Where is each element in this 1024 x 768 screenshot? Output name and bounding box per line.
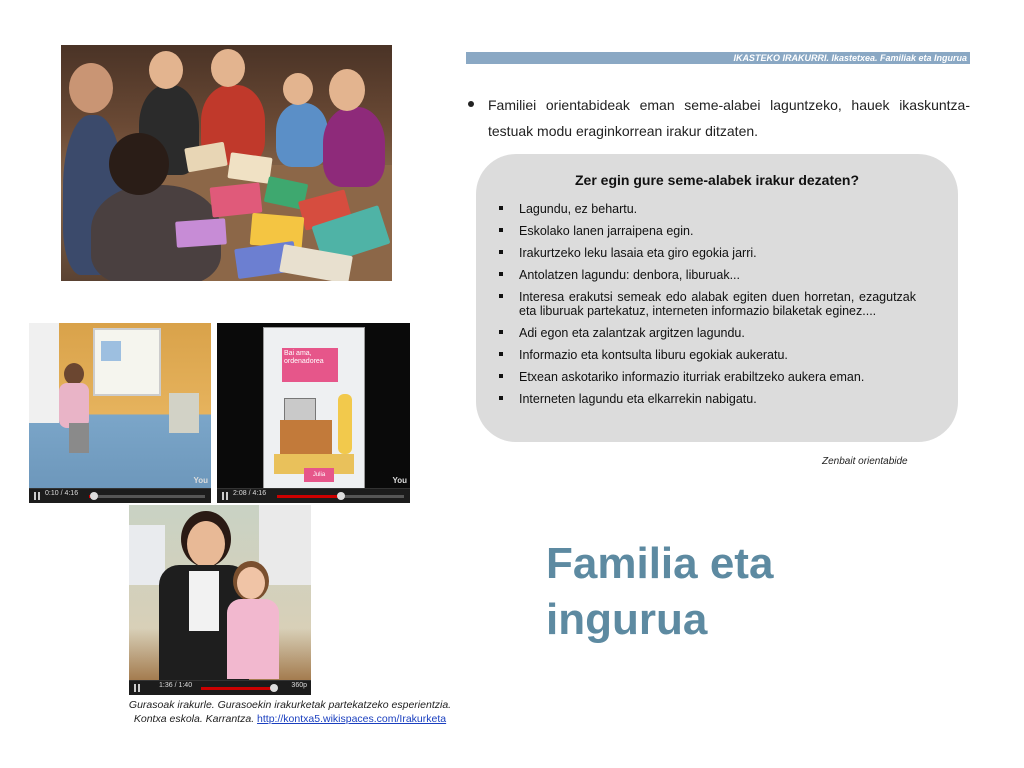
caption-line-1: Gurasoak irakurle. Gurasoekin irakurketak partekatzeko esperientzia. xyxy=(128,699,452,711)
list-item: Lagundu, ez behartu. xyxy=(476,202,916,216)
guidelines-list xyxy=(476,202,916,406)
square-bullet-icon xyxy=(499,294,503,298)
slide-title-line-2: ingurua xyxy=(546,595,708,644)
list-item: Eskolako lanen jarraipena egin. xyxy=(476,224,916,238)
video-time: 0:10 / 4:16 xyxy=(45,490,79,497)
square-bullet-icon xyxy=(499,330,503,334)
video-player-book[interactable] xyxy=(217,323,410,503)
progress-bar[interactable] xyxy=(89,495,205,498)
youtube-logo: You xyxy=(392,476,407,485)
pause-icon[interactable] xyxy=(34,492,40,500)
scrubber-handle[interactable] xyxy=(270,684,278,692)
pause-icon[interactable] xyxy=(222,492,228,500)
square-bullet-icon xyxy=(499,228,503,232)
photo-caption xyxy=(110,698,470,726)
progress-bar[interactable] xyxy=(201,687,277,690)
list-item: Informazio eta kontsulta liburu egokiak aukeratu. xyxy=(476,348,916,362)
quality-label[interactable]: 360p xyxy=(291,682,307,689)
video-player-classroom[interactable] xyxy=(29,323,211,503)
list-item: Adi egon eta zalantzak argitzen lagundu. xyxy=(476,326,916,340)
progress-bar[interactable] xyxy=(277,495,404,498)
scrubber-handle[interactable] xyxy=(90,492,98,500)
bullet-icon xyxy=(468,101,474,107)
guidelines-caption: Zenbait orientabide xyxy=(822,456,908,467)
square-bullet-icon xyxy=(499,396,503,400)
scrubber-handle[interactable] xyxy=(337,492,345,500)
video-controls[interactable] xyxy=(129,680,311,695)
video-controls[interactable] xyxy=(217,488,410,503)
list-item: Irakurtzeko leku lasaia eta giro egokia jarri. xyxy=(476,246,916,260)
slide-title-line-1: Familia eta xyxy=(546,539,774,588)
video-player-parents[interactable] xyxy=(129,505,311,695)
square-bullet-icon xyxy=(499,374,503,378)
list-item: Antolatzen lagundu: denbora, liburuak... xyxy=(476,268,916,282)
document-header-label: IKASTEKO IRAKURRI. Ikastetxea. Familiak eta Ingurua xyxy=(733,53,967,63)
book-subtitle: Julia xyxy=(312,472,326,478)
caption-link[interactable]: http://kontxa5.wikispaces.com/Irakurketa xyxy=(257,713,447,725)
video-time: 1:36 / 1:40 xyxy=(159,682,193,689)
square-bullet-icon xyxy=(499,250,503,254)
list-item: Interesa erakutsi semeak edo alabak egiten duen horretan, ezagutzak eta liburuak partekatuz, interneten informazio bilaketak eginez.... xyxy=(476,290,916,318)
square-bullet-icon xyxy=(499,206,503,210)
slide-title xyxy=(546,536,773,648)
video-controls[interactable] xyxy=(29,488,211,503)
list-item: Interneten lagundu eta elkarrekin nabigatu. xyxy=(476,392,916,406)
guidelines-box xyxy=(476,154,958,442)
video-time: 2:08 / 4:16 xyxy=(233,490,267,497)
intro-bullet xyxy=(466,92,970,144)
book-title: Bai ama, ordenadorea xyxy=(284,350,324,365)
caption-line-2: Kontxa eskola. Karrantza. xyxy=(133,713,255,725)
family-reading-photo xyxy=(61,45,392,281)
guidelines-title: Zer egin gure seme-alabek irakur dezaten? xyxy=(575,172,859,188)
list-item: Etxean askotariko informazio iturriak erabiltzeko aukera eman. xyxy=(476,370,916,384)
square-bullet-icon xyxy=(499,272,503,276)
book-cover xyxy=(263,327,365,489)
document-header-bar xyxy=(466,52,970,64)
pause-icon[interactable] xyxy=(134,684,140,692)
intro-text: Familiei orientabideak eman seme-alabei laguntzeko, hauek ikaskuntza-testuak modu eraginkorrean irakur ditzaten. xyxy=(488,97,970,139)
youtube-logo: You xyxy=(193,476,208,485)
square-bullet-icon xyxy=(499,352,503,356)
